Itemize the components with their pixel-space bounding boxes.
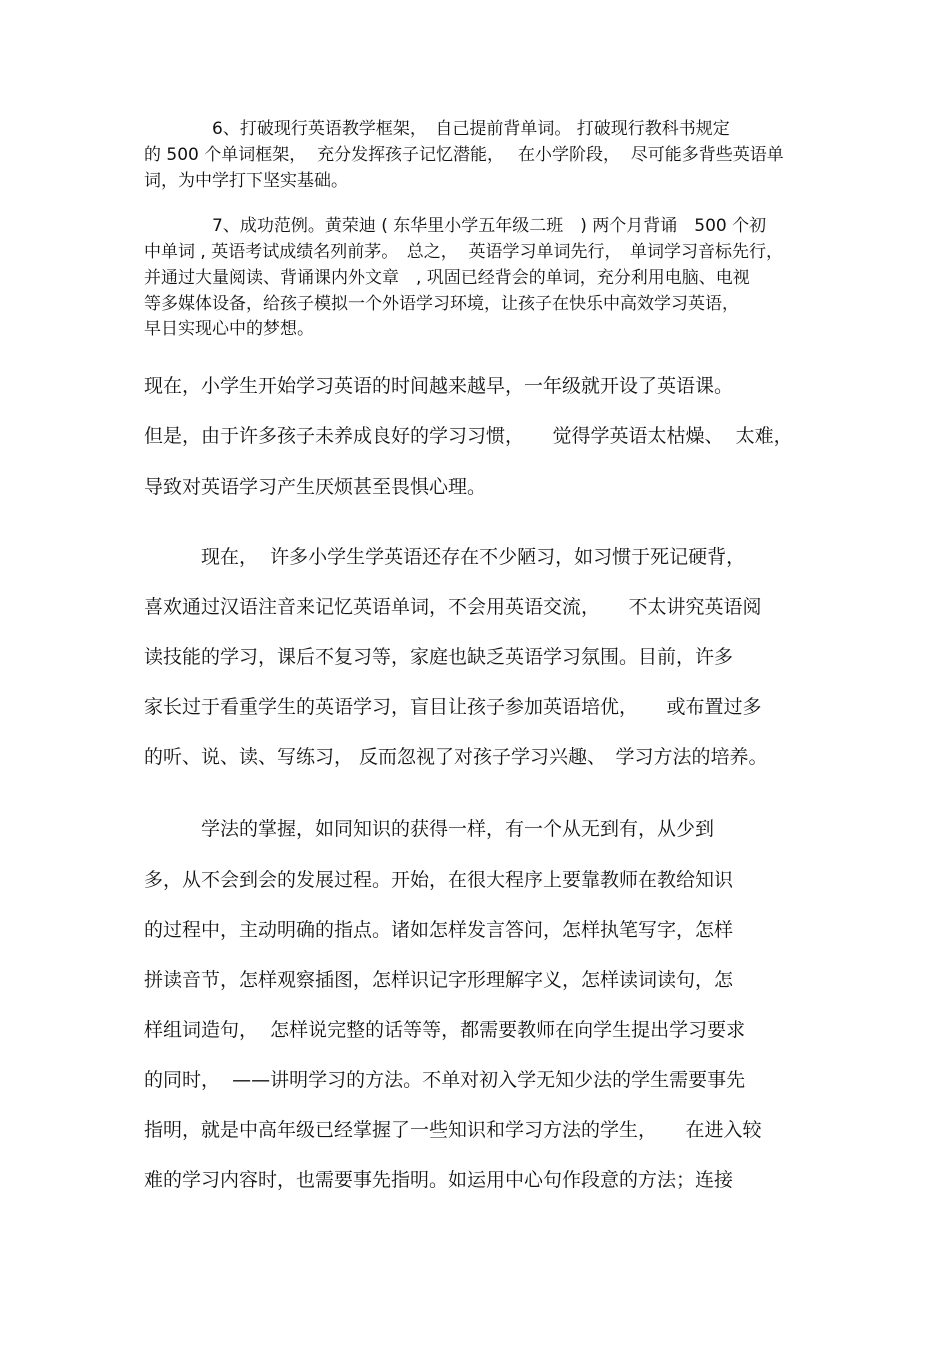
text-line: 样组词造句， 怎样说完整的话等等，都需要教师在向学生提出学习要求 [144,1019,746,1041]
text-line: 现在， 许多小学生学英语还存在不少陋习，如习惯于死记硬背， [144,546,746,568]
text-line: 读技能的学习，课后不复习等，家庭也缺乏英语学习氛围。目前，许多 [144,646,734,668]
text-line: 中单词 , 英语考试成绩名列前茅。 总之， 英语学习单词先行， 单词学习音标先行， [144,242,784,262]
text-line: 现在，小学生开始学习英语的时间越来越早，一年级就开设了英语课。 [144,375,734,397]
text-line: 早日实现心中的梦想。 [144,319,314,339]
text-line: 词，为中学打下坚实基础。 [144,171,348,191]
text-line: 家长过于看重学生的英语学习，盲目让孩子参加英语培优， 或布置过多 [144,696,762,718]
text-line: 指明，就是中高年级已经掌握了一些知识和学习方法的学生， 在进入较 [144,1119,762,1141]
text-line: 难的学习内容时，也需要事先指明。如运用中心句作段意的方法；连接 [144,1169,734,1191]
text-line: 并通过大量阅读、背诵课内外文章 , 巩固已经背会的单词，充分利用电脑、电视 [144,268,750,288]
text-line: 导致对英语学习产生厌烦甚至畏惧心理。 [144,476,487,498]
text-line: 的同时， ——讲明学习的方法。不单对初入学无知少法的学生需要事先 [144,1069,746,1091]
text-line: 多，从不会到会的发展过程。开始，在很大程序上要靠教师在教给知识 [144,869,734,891]
text-line: 7、成功范例。黄荣迪 ( 东华里小学五年级二班 ) 两个月背诵 500 个初 [144,216,767,236]
text-line: 的听、说、读、写练习， 反而忽视了对孩子学习兴趣、 学习方法的培养。 [144,746,768,768]
text-line: 的过程中，主动明确的指点。诸如怎样发言答问，怎样执笔写字，怎样 [144,919,734,941]
text-line: 等多媒体设备，给孩子模拟一个外语学习环境，让孩子在快乐中高效学习英语， [144,294,739,314]
text-line: 学法的掌握，如同知识的获得一样，有一个从无到有，从少到 [144,818,715,840]
text-line: 的 500 个单词框架， 充分发挥孩子记忆潜能， 在小学阶段， 尽可能多背些英语单 [144,145,784,165]
text-line: 拼读音节，怎样观察插图，怎样识记字形理解字义，怎样读词读句，怎 [144,969,734,991]
text-line: 6、打破现行英语教学框架， 自己提前背单词。 打破现行教科书规定 [144,119,730,139]
text-line: 喜欢通过汉语注音来记忆英语单词，不会用英语交流， 不太讲究英语阅 [144,596,762,618]
text-line: 但是，由于许多孩子未养成良好的学习习惯， 觉得学英语太枯燥、 太难， [144,425,793,447]
